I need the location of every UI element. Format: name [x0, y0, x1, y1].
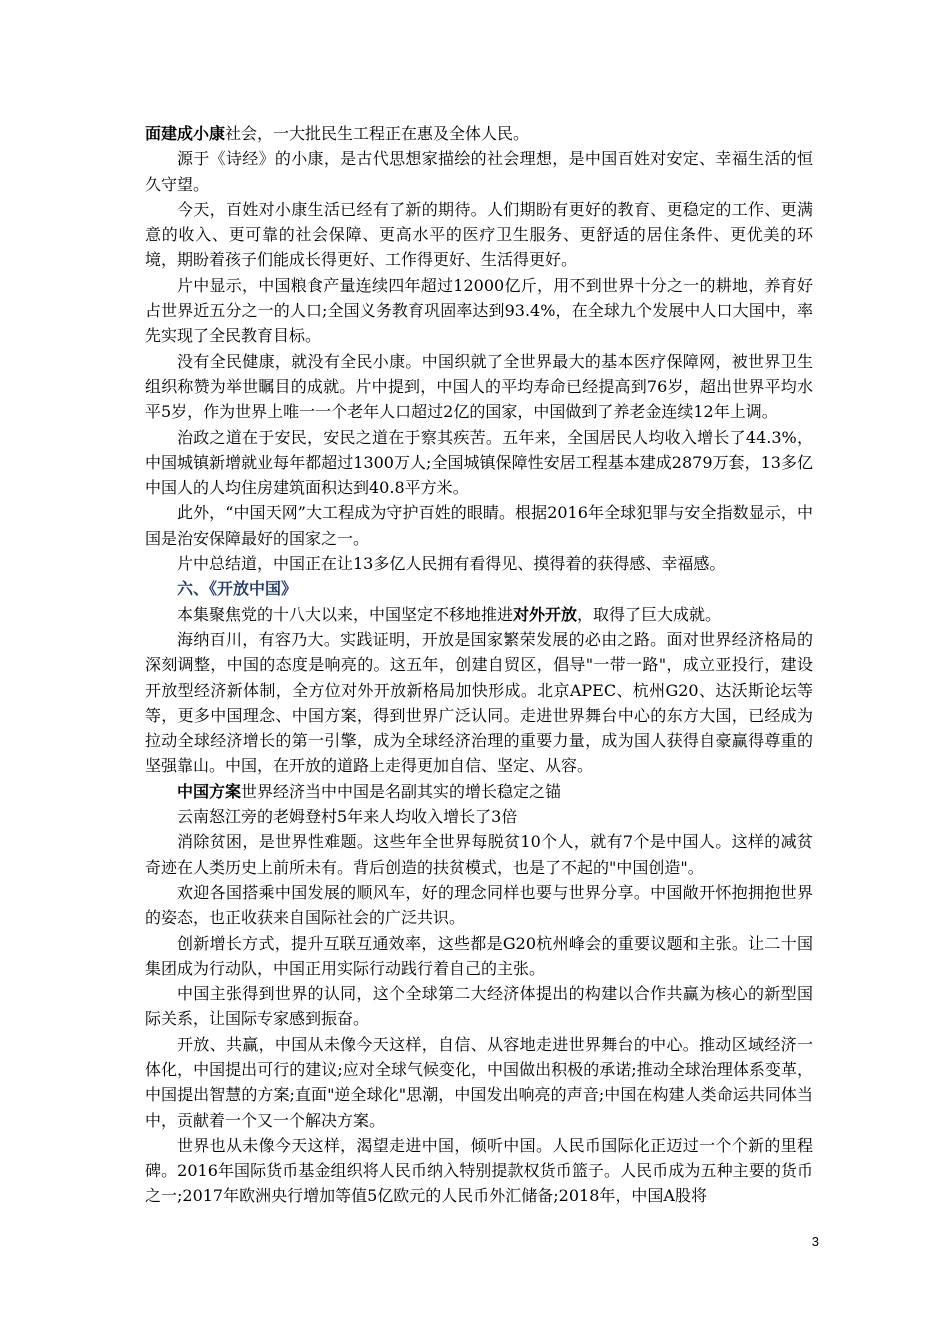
paragraph: 片中总结道，中国正在让13多亿人民拥有看得见、摸得着的获得感、幸福感。 — [177, 554, 726, 574]
bold-phrase: 中国方案 — [177, 781, 242, 801]
paragraph: 此外，“中国天网”大工程成为守护百姓的眼睛。根据2016年全球犯罪与安全指数显示，中国是治安保障最好的国家之一。 — [145, 503, 813, 548]
paragraph: 消除贫困，是世界性难题。这些年全世界每脱贫10个人，就有7个是中国人。这样的减贫奇迹在人类历史上前所未有。背后创造的扶贫模式，也是了不起的"中国创造"。 — [145, 832, 813, 877]
bold-phrase: 面建成小康 — [145, 124, 226, 143]
paragraph — [145, 602, 813, 627]
paragraph: 没有全民健康，就没有全民小康。中国织就了全世界最大的基本医疗保障网，被世界卫生组织称赞为举世瞩目的成就。片中提到，中国人的平均寿命已经提高到76岁，超出世界平均水平5岁，作为世界上唯一一个老年人口超过2亿的国家，中国做到了养老金连续12年上调。 — [145, 351, 813, 422]
paragraph-text: 社会，一大批民生工程正在惠及全体人民。 — [225, 124, 530, 143]
paragraph: 世界也从未像今天这样，渴望走进中国，倾听中国。人民币国际化正迈过一个个新的里程碑。2016年国际货币基金组织将人民币纳入特别提款权货币篮子。人民币成为五种主要的货币之一;2017年欧洲央行增加等值5亿欧元的人民币外汇储备;2018年，中国A股将 — [145, 1135, 813, 1206]
paragraph: 中国主张得到世界的认同，这个全球第二大经济体提出的构建以合作共赢为核心的新型国际关系，让国际专家感到振奋。 — [145, 984, 813, 1029]
section-heading: 六、《开放中国》 — [177, 579, 298, 599]
paragraph-text: 世界经济当中中国是名副其实的增长稳定之锚 — [241, 781, 562, 801]
paragraph: 源于《诗经》的小康，是古代思想家描绘的社会理想，是中国百姓对安定、幸福生活的恒久守望。 — [145, 149, 813, 194]
paragraph: 今天，百姓对小康生活已经有了新的期待。人们期盼有更好的教育、更稳定的工作、更满意的收入、更可靠的社会保障、更高水平的医疗卫生服务、更舒适的居住条件、更优美的环境，期盼着孩子们能成长得更好、工作得更好、生活得更好。 — [145, 199, 813, 270]
document-body — [145, 121, 813, 1209]
page-number: 3 — [811, 1234, 819, 1249]
bold-phrase: 对外开放 — [513, 604, 578, 624]
paragraph: 欢迎各国搭乘中国发展的顺风车，好的理念同样也要与世界分享。中国敞开怀抱拥抱世界的姿态，也正收获来自国际社会的广泛共识。 — [145, 882, 813, 928]
paragraph — [145, 121, 813, 146]
paragraph-text: 本集聚焦党的十八大以来，中国坚定不移地推进 — [177, 604, 514, 624]
paragraph: 创新增长方式，提升互联互通效率，这些都是G20杭州峰会的重要议题和主张。让二十国集团成为行动队，中国正用实际行动践行着自己的主张。 — [145, 933, 813, 978]
paragraph: 海纳百川，有容乃大。实践证明，开放是国家繁荣发展的必由之路。面对世界经济格局的深刻调整，中国的态度是响亮的。这五年，创建自贸区，倡导"一带一路"，成立亚投行，建设开放型经济新体制，全方位对外开放新格局加快形成。北京APEC、杭州G20、达沃斯论坛等等，更多中国理念、中国方案，得到世界广泛认同。走进世界舞台中心的东方大国，已经成为拉动全球经济增长的第一引擎，成为全球经济治理的重要力量，成为国人获得自豪赢得尊重的坚强靠山。中国，在开放的道路上走得更加自信、坚定、从容。 — [145, 629, 813, 776]
paragraph: 开放、共赢，中国从未像今天这样，自信、从容地走进世界舞台的中心。推动区域经济一体化，中国提出可行的建议;应对全球气候变化，中国做出积极的承诺;推动全球治理体系变革，中国提出智慧的方案;直面"逆全球化"思潮，中国发出响亮的声音;中国在构建人类命运共同体当中，贡献着一个又一个解决方案。 — [145, 1034, 813, 1130]
paragraph: 片中显示，中国粮食产量连续四年超过12000亿斤，用不到世界十分之一的耕地，养育好占世界近五分之一的人口;全国义务教育巩固率达到93.4%，在全球九个发展中人口大国中，率先实现了全民教育目标。 — [145, 275, 813, 346]
paragraph-text: ，取得了巨大成就。 — [577, 604, 722, 624]
paragraph: 云南怒江旁的老姆登村5年来人均收入增长了3倍 — [177, 807, 518, 827]
paragraph — [145, 779, 813, 804]
paragraph: 治政之道在于安民，安民之道在于察其疾苦。五年来，全国居民人均收入增长了44.3%，中国城镇新增就业每年都超过1300万人;全国城镇保障性安居工程基本建成2879万套，13多亿中国人的人均住房建筑面积达到40.8平方米。 — [145, 427, 813, 498]
